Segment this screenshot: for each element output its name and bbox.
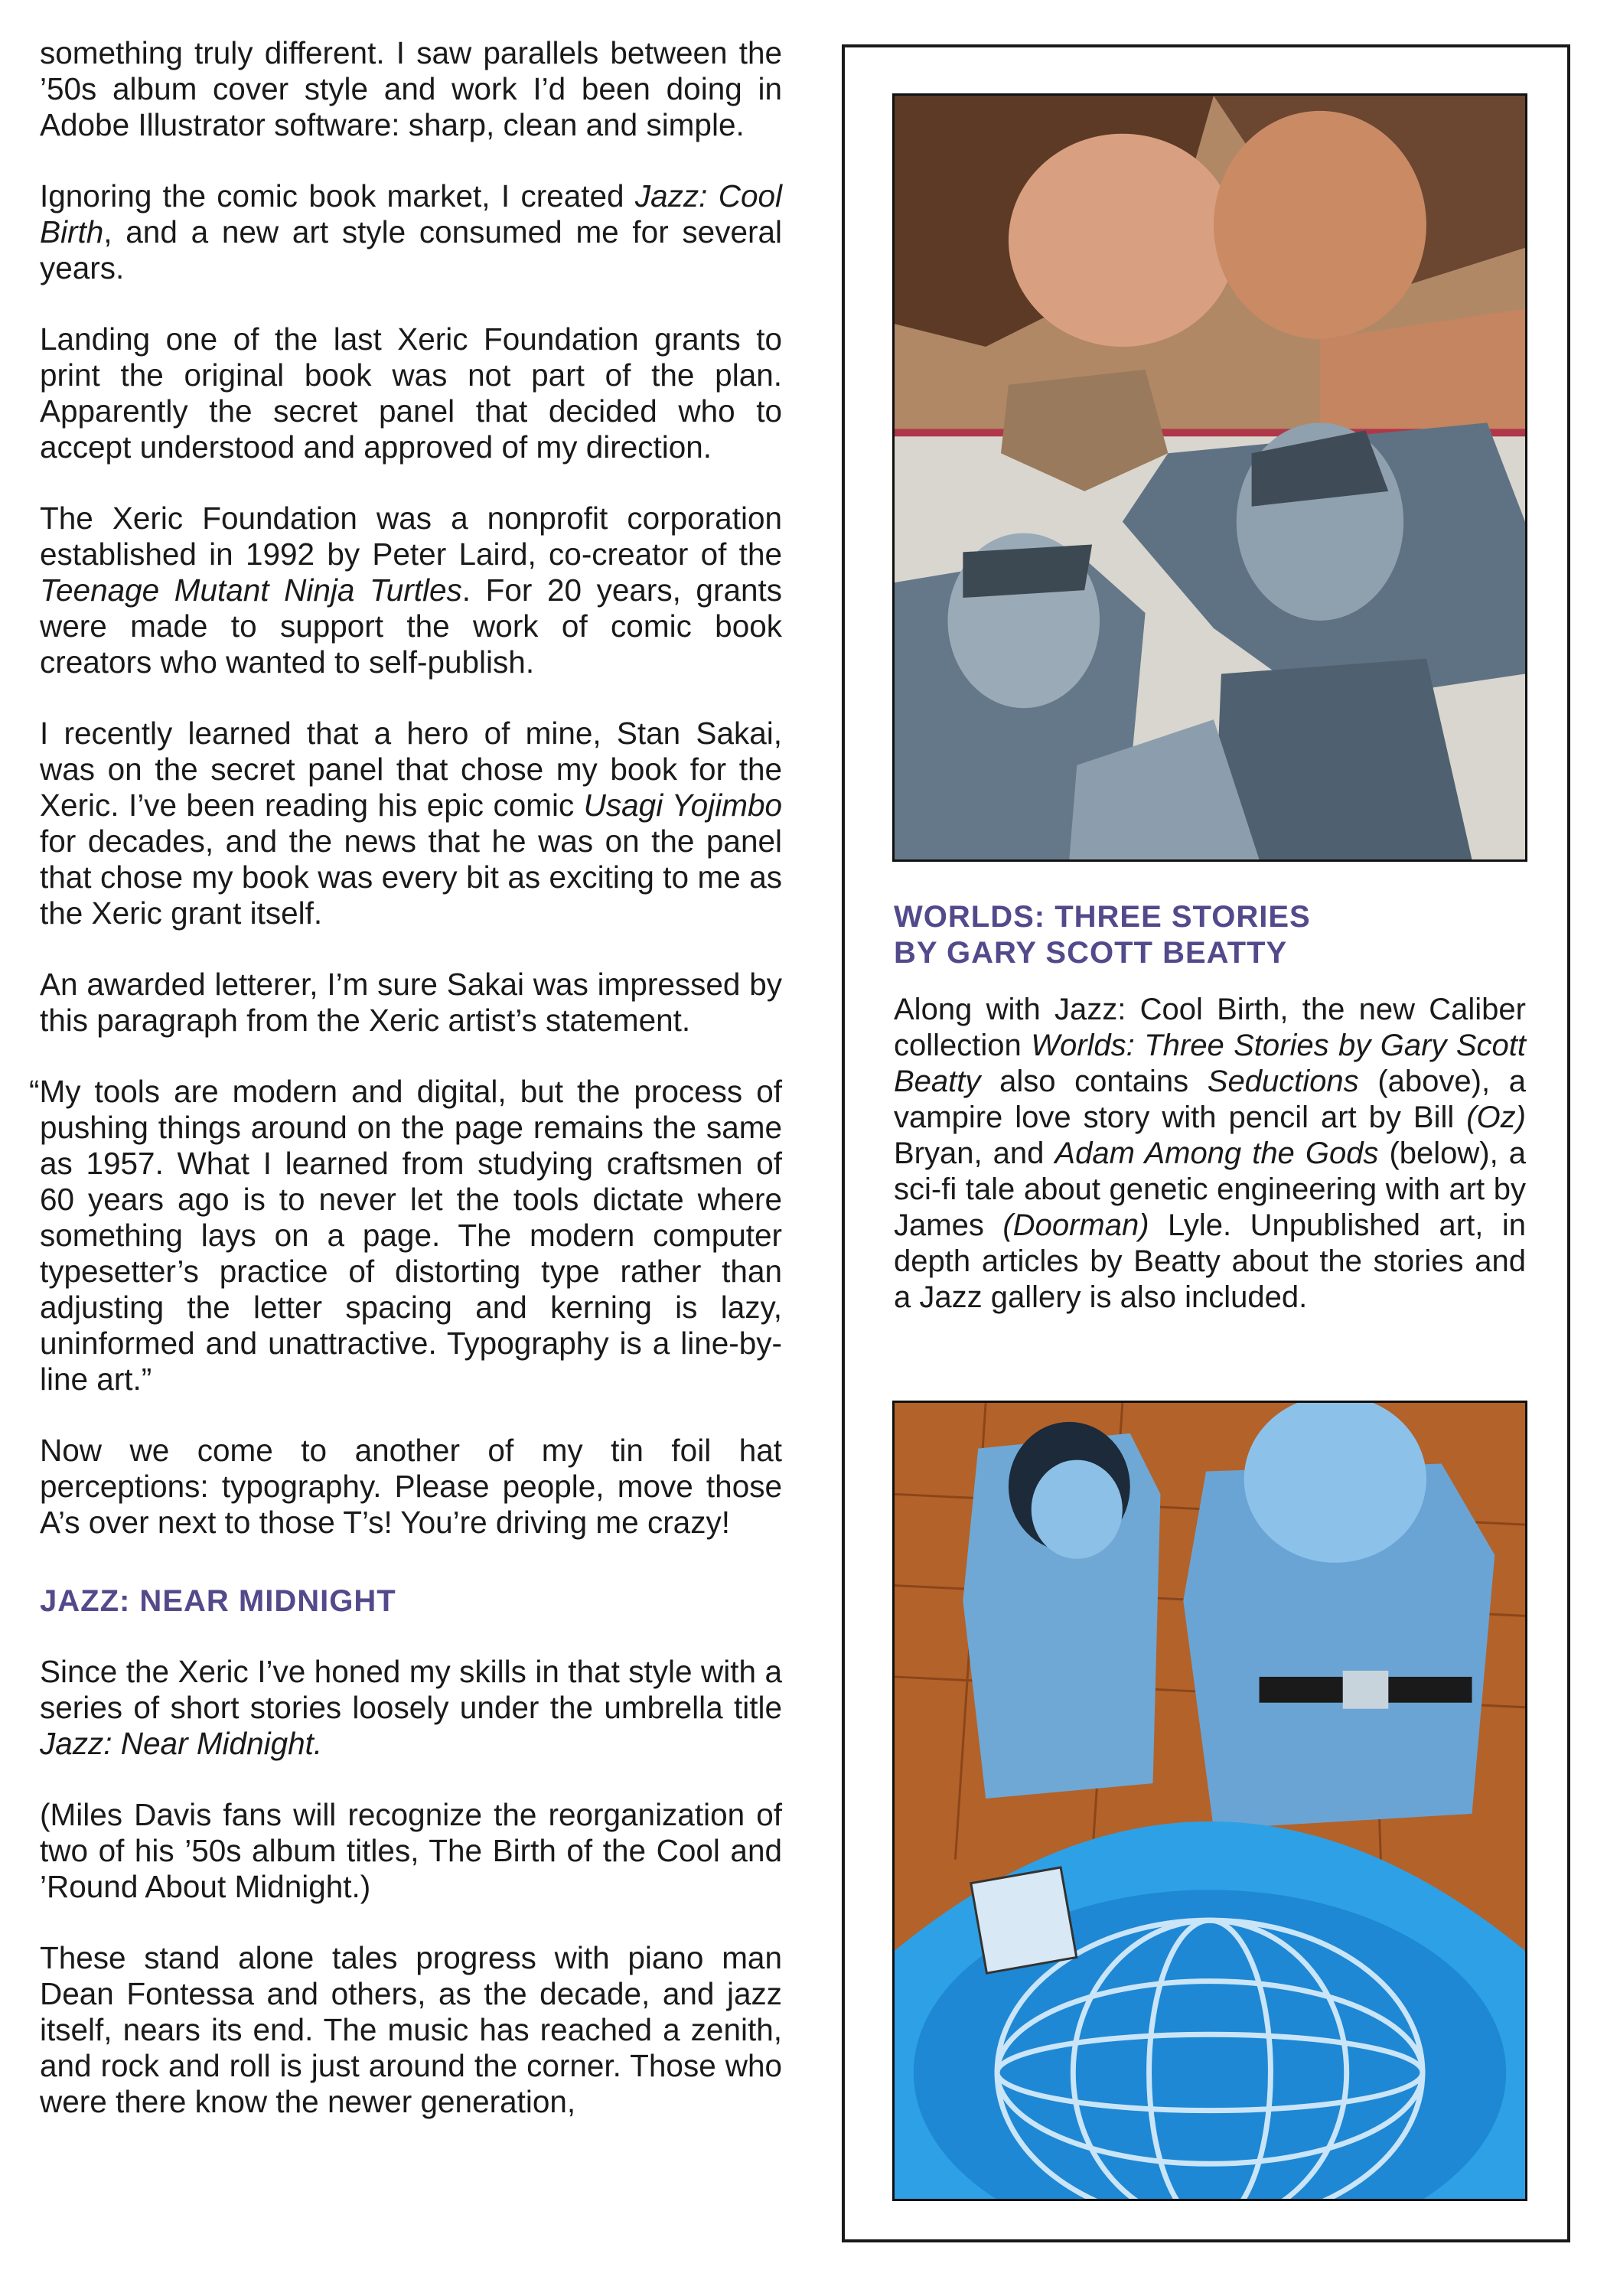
book-title: Jazz: Near Midnight. [40, 1726, 323, 1761]
comic-illustration-scifi [895, 1403, 1525, 2199]
comic-illustration-vampires [895, 96, 1525, 859]
sidebar-body [894, 992, 1526, 1316]
text-run: The Xeric Foundation was a nonprofit corporation established in 1992 by Peter Laird, co-creator of the [40, 501, 782, 572]
paragraph [40, 716, 782, 931]
book-title: Teenage Mutant Ninja Turtles [40, 572, 462, 608]
paragraph: something truly different. I saw parallels between the ’50s album cover style and work I’d been doing in Adobe Illustrator software: sharp, clean and simple. [40, 35, 782, 142]
text-run: Ignoring the comic book market, I created [40, 178, 635, 214]
book-title: Usagi Yojimbo [583, 788, 782, 823]
text-run: (above), a vampire love story with pencil art by Bill [894, 1065, 1526, 1134]
paragraph: Now we come to another of my tin foil hat perceptions: typography. Please people, move those A’s over next to those T’s! You’re driving me crazy! [40, 1433, 782, 1540]
nickname: (Oz) [1466, 1101, 1526, 1134]
section-heading: JAZZ: NEAR MIDNIGHT [40, 1584, 396, 1618]
text-run: (below), a sci-fi tale about genetic engineering with art by James [894, 1137, 1526, 1242]
paragraph [40, 178, 782, 286]
text-run: Along with Jazz: Cool Birth, the new Caliber collection [894, 993, 1526, 1062]
artist-statement-quote: “My tools are modern and digital, but the process of pushing things around on the page remains the same as 1957. What I learned from studying craftsmen of 60 years ago is to never let the tools dictate where something lays on a page. The modern computer typesetter’s practice of distorting type rather than adjusting the letter spacing and kerning is lazy, uninformed and unattractive. Typography is a line-by-line art.” [29, 1074, 782, 1397]
paragraph: An awarded letterer, I’m sure Sakai was impressed by this paragraph from the Xeric artist’s statement. [40, 967, 782, 1038]
book-title: Jazz: Cool Birth [40, 178, 783, 249]
sidebar-box [842, 44, 1570, 2242]
comic-art-adam-among-the-gods [892, 1401, 1527, 2201]
sidebar-heading-line: BY GARY SCOTT BEATTY [894, 936, 1288, 970]
sidebar-paragraph [894, 992, 1526, 1316]
text-run: , and a new art style consumed me for several years. [40, 214, 782, 285]
paragraph: These stand alone tales progress with piano man Dean Fontessa and others, as the decade, and jazz itself, nears its end. The music has reached a zenith, and rock and roll is just around the corner. Those who were there know the newer generation, [40, 1940, 782, 2119]
comic-art-seductions [892, 93, 1527, 862]
paragraph [40, 501, 782, 680]
text-run: for decades, and the news that he was on the panel that chose my book was every bit as exciting to me as the Xeric grant itself. [40, 823, 782, 931]
text-run: . For 20 years, grants were made to support the work of comic book creators who wanted to self-publish. [40, 572, 782, 680]
book-title: Seductions [1207, 1065, 1359, 1098]
book-title: Adam Among the Gods [1054, 1137, 1379, 1170]
text-run: Bryan, and [894, 1137, 1055, 1170]
nickname: (Doorman) [1002, 1208, 1149, 1242]
sidebar-heading [894, 899, 1521, 971]
article-left-column [29, 35, 783, 2155]
text-run: Since the Xeric I’ve honed my skills in that style with a series of short stories loosely under the umbrella title [40, 1654, 782, 1725]
text-run: also contains [980, 1065, 1208, 1098]
text-run: I recently learned that a hero of mine, Stan Sakai, was on the secret panel that chose my book for the Xeric. I’ve been reading his epic comic [40, 716, 782, 823]
paragraph: (Miles Davis fans will recognize the reorganization of two of his ’50s album titles, The Birth of the Cool and ’Round About Midnight.) [40, 1797, 782, 1904]
sidebar-heading-line: WORLDS: THREE STORIES [894, 900, 1311, 934]
book-title: Worlds: Three Stories by Gary Scott Beatty [894, 1029, 1526, 1098]
paragraph [40, 1654, 782, 1762]
text-run: Lyle. Unpublished art, in depth articles by Beatty about the stories and a Jazz gallery is also included. [894, 1208, 1526, 1314]
paragraph: Landing one of the last Xeric Foundation grants to print the original book was not part of the plan. Apparently the secret panel that decided who to accept understood and approved of my direction. [40, 321, 782, 465]
